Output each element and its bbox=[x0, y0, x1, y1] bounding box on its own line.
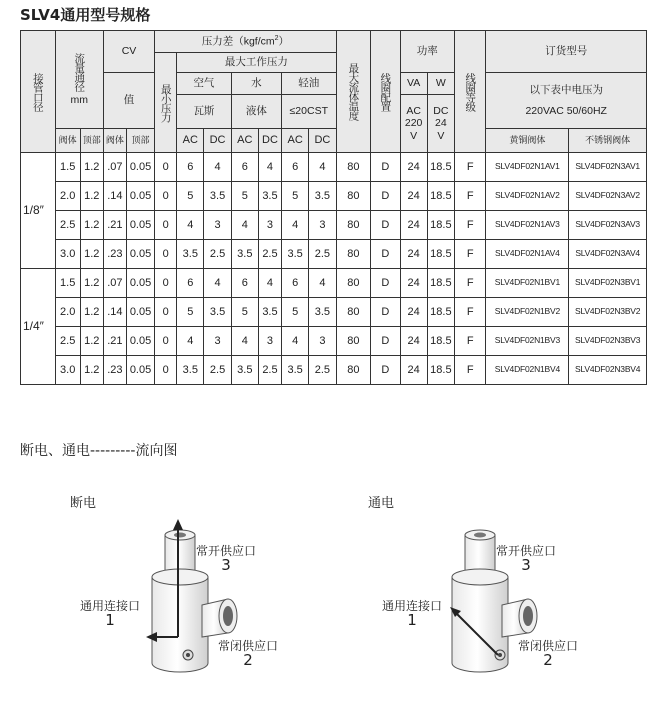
cell-water-ac: 3.5 bbox=[231, 356, 258, 385]
cell-oil-ac: 5 bbox=[282, 298, 309, 327]
power-on-label: 通电 bbox=[368, 496, 395, 511]
cell-w: 18.5 bbox=[427, 182, 454, 211]
power-on-nc-port bbox=[518, 640, 578, 668]
cell-air-dc: 4 bbox=[204, 269, 231, 298]
cell-flow-top: 1.2 bbox=[80, 182, 103, 211]
cell-brass: SLV4DF02N1AV2 bbox=[486, 182, 569, 211]
cell-stainless: SLV4DF02N3AV2 bbox=[569, 182, 647, 211]
cell-coil: D bbox=[371, 153, 400, 182]
table-row bbox=[21, 298, 647, 327]
cell-stainless: SLV4DF02N3BV3 bbox=[569, 327, 647, 356]
cell-flow-body: 2.5 bbox=[55, 327, 80, 356]
cell-air-dc: 3.5 bbox=[204, 182, 231, 211]
cell-air-ac: 3.5 bbox=[177, 356, 204, 385]
valve-body bbox=[152, 577, 208, 672]
flow-arrow-up-head bbox=[173, 519, 183, 530]
spec-table bbox=[20, 30, 647, 385]
cell-water-ac: 5 bbox=[231, 298, 258, 327]
cell-va: 24 bbox=[400, 211, 427, 240]
cell-cv-body: .14 bbox=[103, 182, 126, 211]
cell-air-ac: 6 bbox=[177, 153, 204, 182]
cell-w: 18.5 bbox=[427, 211, 454, 240]
cell-temp: 80 bbox=[336, 153, 371, 182]
cell-cv-top: 0.05 bbox=[126, 153, 154, 182]
cell-w: 18.5 bbox=[427, 269, 454, 298]
power-off-label: 断电 bbox=[70, 496, 97, 511]
header-va: VA bbox=[400, 73, 427, 95]
table-row bbox=[21, 182, 647, 211]
cell-cv-body: .07 bbox=[103, 153, 126, 182]
cell-water-dc: 2.5 bbox=[258, 240, 281, 269]
cell-air-ac: 4 bbox=[177, 327, 204, 356]
header-max-fluid-temp: 最大流体温度 bbox=[336, 31, 371, 153]
power-off-no-port-num: 3 bbox=[221, 555, 231, 574]
cell-water-ac: 3.5 bbox=[231, 240, 258, 269]
header-dc24 bbox=[427, 95, 454, 153]
cell-w: 18.5 bbox=[427, 356, 454, 385]
table-row bbox=[21, 327, 647, 356]
cell-water-dc: 4 bbox=[258, 153, 281, 182]
cell-cv-body: .23 bbox=[103, 356, 126, 385]
cell-flow-body: 2.5 bbox=[55, 211, 80, 240]
cell-coil: D bbox=[371, 240, 400, 269]
cell-w: 18.5 bbox=[427, 327, 454, 356]
table-row bbox=[21, 211, 647, 240]
cell-cv-body: .21 bbox=[103, 211, 126, 240]
cell-oil-dc: 4 bbox=[309, 153, 336, 182]
valve-bottom-port-hole bbox=[186, 653, 190, 657]
cell-water-ac: 6 bbox=[231, 269, 258, 298]
cell-coil: D bbox=[371, 327, 400, 356]
cell-water-ac: 4 bbox=[231, 211, 258, 240]
header-coil-config: 线圈配置 bbox=[371, 31, 400, 153]
cell-va: 24 bbox=[400, 269, 427, 298]
header-air-dc: DC bbox=[204, 129, 231, 153]
cell-oil-dc: 4 bbox=[309, 269, 336, 298]
cell-cls: F bbox=[455, 240, 486, 269]
cell-water-ac: 4 bbox=[231, 327, 258, 356]
cell-temp: 80 bbox=[336, 298, 371, 327]
header-water-dc: DC bbox=[258, 129, 281, 153]
header-water: 水 bbox=[231, 73, 281, 95]
cell-flow-body: 1.5 bbox=[55, 153, 80, 182]
cell-water-dc: 2.5 bbox=[258, 356, 281, 385]
cell-cv-top: 0.05 bbox=[126, 269, 154, 298]
cell-oil-ac: 6 bbox=[282, 153, 309, 182]
cell-cv-body: .23 bbox=[103, 240, 126, 269]
power-off-no-port bbox=[196, 545, 256, 573]
cell-temp: 80 bbox=[336, 327, 371, 356]
power-on-nc-port-num: 2 bbox=[543, 650, 553, 669]
power-off-nc-port-label: 常闭供应口 bbox=[218, 639, 279, 653]
cell-stainless: SLV4DF02N3AV1 bbox=[569, 153, 647, 182]
cell-va: 24 bbox=[400, 327, 427, 356]
header-max-working-pressure: 最大工作压力 bbox=[177, 53, 336, 73]
header-air: 空气 bbox=[177, 73, 232, 95]
cell-air-dc: 2.5 bbox=[204, 356, 231, 385]
cell-coil: D bbox=[371, 298, 400, 327]
cell-water-dc: 3 bbox=[258, 327, 281, 356]
cell-brass: SLV4DF02N1AV4 bbox=[486, 240, 569, 269]
header-dc24-b: 24 bbox=[435, 117, 447, 130]
header-oil-dc: DC bbox=[309, 129, 336, 153]
cell-va: 24 bbox=[400, 356, 427, 385]
cell-stainless: SLV4DF02N3AV3 bbox=[569, 211, 647, 240]
header-dc24-a: DC bbox=[433, 105, 449, 118]
header-stainless-body: 不锈钢阀体 bbox=[569, 129, 647, 153]
cell-min: 0 bbox=[155, 182, 177, 211]
header-w: W bbox=[427, 73, 454, 95]
cell-oil-dc: 3.5 bbox=[309, 298, 336, 327]
cell-water-ac: 6 bbox=[231, 153, 258, 182]
cell-temp: 80 bbox=[336, 269, 371, 298]
cell-oil-dc: 2.5 bbox=[309, 240, 336, 269]
cell-cv-top: 0.05 bbox=[126, 211, 154, 240]
cell-min: 0 bbox=[155, 269, 177, 298]
cell-air-ac: 5 bbox=[177, 298, 204, 327]
header-viscosity: ≤20CST bbox=[282, 95, 337, 129]
cell-air-dc: 3 bbox=[204, 327, 231, 356]
header-cv: CV bbox=[103, 31, 154, 73]
power-on-nc-port-label: 常闭供应口 bbox=[518, 639, 579, 653]
cell-oil-ac: 3.5 bbox=[282, 240, 309, 269]
header-order-note2: 220VAC 50/60HZ bbox=[525, 104, 607, 117]
cell-coil: D bbox=[371, 211, 400, 240]
cell-min: 0 bbox=[155, 298, 177, 327]
cell-flow-top: 1.2 bbox=[80, 240, 103, 269]
header-liquid: 液体 bbox=[231, 95, 281, 129]
flow-diagram-title: 断电、通电---------流向图 bbox=[20, 443, 178, 459]
cell-water-dc: 3 bbox=[258, 211, 281, 240]
cell-cv-body: .07 bbox=[103, 269, 126, 298]
cell-w: 18.5 bbox=[427, 240, 454, 269]
cell-stainless: SLV4DF02N3BV2 bbox=[569, 298, 647, 327]
header-mm: mm bbox=[70, 94, 88, 106]
cell-stainless: SLV4DF02N3BV1 bbox=[569, 269, 647, 298]
cell-temp: 80 bbox=[336, 240, 371, 269]
cell-stainless: SLV4DF02N3AV4 bbox=[569, 240, 647, 269]
header-cv-value: 值 bbox=[103, 73, 154, 129]
header-pressure-diff bbox=[155, 31, 336, 53]
table-row bbox=[21, 269, 647, 298]
cell-cv-top: 0.05 bbox=[126, 182, 154, 211]
cell-cls: F bbox=[455, 153, 486, 182]
cell-temp: 80 bbox=[336, 211, 371, 240]
header-flow-diameter-label: 流量通径 bbox=[73, 52, 86, 91]
cell-oil-ac: 4 bbox=[282, 211, 309, 240]
cell-air-ac: 4 bbox=[177, 211, 204, 240]
header-flow-diameter bbox=[55, 31, 103, 129]
cell-cv-top: 0.05 bbox=[126, 240, 154, 269]
cell-cls: F bbox=[455, 182, 486, 211]
table-row bbox=[21, 240, 647, 269]
header-gas: 瓦斯 bbox=[177, 95, 232, 129]
header-pressure-diff-prefix: 压力差（kgf/cm bbox=[201, 35, 275, 48]
power-off-common-port-num: 1 bbox=[105, 610, 115, 629]
cell-oil-dc: 2.5 bbox=[309, 356, 336, 385]
cell-temp: 80 bbox=[336, 182, 371, 211]
power-off-common-port-label: 通用连接口 bbox=[80, 599, 141, 613]
header-order-model: 订货型号 bbox=[486, 31, 647, 73]
cell-brass: SLV4DF02N1BV1 bbox=[486, 269, 569, 298]
cell-cv-body: .21 bbox=[103, 327, 126, 356]
port-size-cell: 1/4″ bbox=[21, 269, 56, 385]
header-ac220 bbox=[400, 95, 427, 153]
header-oil-ac: AC bbox=[282, 129, 309, 153]
cell-oil-ac: 5 bbox=[282, 182, 309, 211]
cell-temp: 80 bbox=[336, 356, 371, 385]
cell-flow-body: 3.0 bbox=[55, 356, 80, 385]
power-off-no-port-label: 常开供应口 bbox=[196, 544, 257, 558]
header-pressure-diff-suffix: ） bbox=[278, 35, 290, 48]
cell-flow-body: 3.0 bbox=[55, 240, 80, 269]
power-off-nc-port bbox=[218, 640, 278, 668]
power-on-common-port-label: 通用连接口 bbox=[382, 599, 443, 613]
header-port-size: 接管口径 bbox=[21, 31, 56, 153]
cell-min: 0 bbox=[155, 240, 177, 269]
header-pressure-superscript: 2 bbox=[274, 35, 279, 43]
cell-w: 18.5 bbox=[427, 153, 454, 182]
header-order-note bbox=[486, 73, 647, 129]
cell-cls: F bbox=[455, 356, 486, 385]
header-cv-body: 阀体 bbox=[103, 129, 126, 153]
header-air-ac: AC bbox=[177, 129, 204, 153]
cell-air-dc: 2.5 bbox=[204, 240, 231, 269]
valve-side-port-hole bbox=[223, 606, 233, 626]
header-dc24-c: V bbox=[437, 129, 445, 142]
cell-flow-body: 2.0 bbox=[55, 298, 80, 327]
cell-brass: SLV4DF02N1BV2 bbox=[486, 298, 569, 327]
cell-coil: D bbox=[371, 356, 400, 385]
cell-cls: F bbox=[455, 269, 486, 298]
power-on-no-port-label: 常开供应口 bbox=[496, 544, 557, 558]
cell-oil-dc: 3 bbox=[309, 327, 336, 356]
header-coil-class: 线圈等级 bbox=[455, 31, 486, 153]
cell-oil-ac: 4 bbox=[282, 327, 309, 356]
header-light-oil: 轻油 bbox=[282, 73, 337, 95]
power-on-no-port bbox=[496, 545, 556, 573]
cell-cv-top: 0.05 bbox=[126, 298, 154, 327]
cell-cv-body: .14 bbox=[103, 298, 126, 327]
header-flow-body: 阀体 bbox=[55, 129, 80, 153]
header-brass-body: 黄铜阀体 bbox=[486, 129, 569, 153]
cell-flow-top: 1.2 bbox=[80, 211, 103, 240]
cell-flow-body: 2.0 bbox=[55, 182, 80, 211]
table-row bbox=[21, 356, 647, 385]
flow-arrow-left-head bbox=[146, 632, 157, 642]
valve-side-port-hole bbox=[523, 606, 533, 626]
cell-flow-top: 1.2 bbox=[80, 269, 103, 298]
cell-flow-top: 1.2 bbox=[80, 298, 103, 327]
cell-brass: SLV4DF02N1BV4 bbox=[486, 356, 569, 385]
cell-flow-top: 1.2 bbox=[80, 327, 103, 356]
header-order-note1: 以下表中电压为 bbox=[529, 84, 603, 97]
header-power: 功率 bbox=[400, 31, 455, 73]
page-title: SLV4通用型号规格 bbox=[20, 6, 151, 24]
cell-va: 24 bbox=[400, 182, 427, 211]
cell-coil: D bbox=[371, 269, 400, 298]
cell-flow-top: 1.2 bbox=[80, 356, 103, 385]
cell-oil-dc: 3.5 bbox=[309, 182, 336, 211]
cell-water-dc: 3.5 bbox=[258, 298, 281, 327]
cell-air-dc: 3 bbox=[204, 211, 231, 240]
cell-min: 0 bbox=[155, 356, 177, 385]
cell-brass: SLV4DF02N1AV1 bbox=[486, 153, 569, 182]
cell-min: 0 bbox=[155, 153, 177, 182]
cell-oil-ac: 3.5 bbox=[282, 356, 309, 385]
cell-air-ac: 6 bbox=[177, 269, 204, 298]
header-ac220-c: V bbox=[410, 129, 418, 142]
cell-cv-top: 0.05 bbox=[126, 327, 154, 356]
power-on-no-port-num: 3 bbox=[521, 555, 531, 574]
cell-water-dc: 3.5 bbox=[258, 182, 281, 211]
cell-min: 0 bbox=[155, 211, 177, 240]
valve-bottom-port-hole bbox=[498, 653, 502, 657]
cell-air-ac: 3.5 bbox=[177, 240, 204, 269]
cell-cls: F bbox=[455, 327, 486, 356]
cell-w: 18.5 bbox=[427, 298, 454, 327]
power-on-common-port bbox=[382, 600, 442, 628]
power-off-common-port bbox=[80, 600, 140, 628]
cell-water-dc: 4 bbox=[258, 269, 281, 298]
cell-va: 24 bbox=[400, 298, 427, 327]
header-min-pressure: 最小压力 bbox=[155, 53, 177, 153]
header-ac220-a: AC bbox=[406, 105, 421, 118]
cell-min: 0 bbox=[155, 327, 177, 356]
header-water-ac: AC bbox=[231, 129, 258, 153]
port-size-cell: 1/8″ bbox=[21, 153, 56, 269]
power-off-nc-port-num: 2 bbox=[243, 650, 253, 669]
cell-air-ac: 5 bbox=[177, 182, 204, 211]
header-flow-top: 顶部 bbox=[80, 129, 103, 153]
cell-oil-ac: 6 bbox=[282, 269, 309, 298]
table-row bbox=[21, 153, 647, 182]
power-on-common-port-num: 1 bbox=[407, 610, 417, 629]
cell-water-ac: 5 bbox=[231, 182, 258, 211]
header-ac220-b: 220 bbox=[404, 117, 423, 130]
cell-flow-body: 1.5 bbox=[55, 269, 80, 298]
cell-air-dc: 3.5 bbox=[204, 298, 231, 327]
cell-cls: F bbox=[455, 298, 486, 327]
cell-stainless: SLV4DF02N3BV4 bbox=[569, 356, 647, 385]
cell-va: 24 bbox=[400, 240, 427, 269]
valve-top-hole bbox=[174, 533, 186, 538]
spec-table-body bbox=[21, 153, 647, 385]
header-cv-top: 顶部 bbox=[126, 129, 154, 153]
cell-cv-top: 0.05 bbox=[126, 356, 154, 385]
cell-va: 24 bbox=[400, 153, 427, 182]
valve-top-hole bbox=[474, 533, 486, 538]
cell-oil-dc: 3 bbox=[309, 211, 336, 240]
cell-brass: SLV4DF02N1AV3 bbox=[486, 211, 569, 240]
cell-coil: D bbox=[371, 182, 400, 211]
cell-cls: F bbox=[455, 211, 486, 240]
cell-brass: SLV4DF02N1BV3 bbox=[486, 327, 569, 356]
cell-flow-top: 1.2 bbox=[80, 153, 103, 182]
cell-air-dc: 4 bbox=[204, 153, 231, 182]
